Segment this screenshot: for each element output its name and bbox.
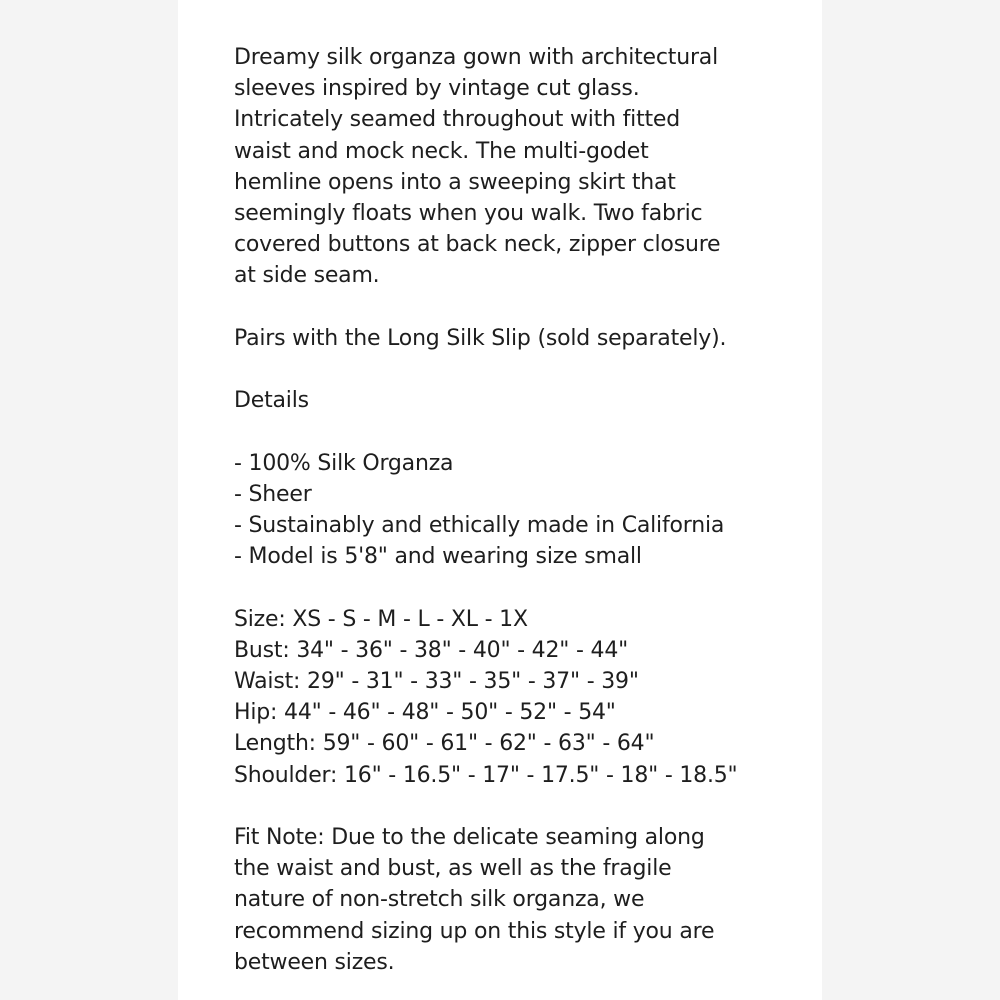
details-item: - Model is 5'8" and wearing size small xyxy=(234,544,642,570)
length-row: Length: 59" - 60" - 61" - 62" - 63" - 64" xyxy=(234,731,655,757)
paragraph-gap xyxy=(234,292,794,323)
description-line: covered buttons at back neck, zipper closure xyxy=(234,232,721,258)
size-chart xyxy=(234,604,794,791)
details-item: - 100% Silk Organza xyxy=(234,450,454,476)
description-line: hemline opens into a sweeping skirt that xyxy=(234,169,676,195)
description-line: Dreamy silk organza gown with architectural xyxy=(234,45,718,70)
description-line: seemingly floats when you walk. Two fabric xyxy=(234,201,703,227)
fit-note xyxy=(234,822,794,978)
details-heading: Details xyxy=(234,388,309,414)
paragraph-gap xyxy=(234,791,794,822)
description-line: at side seam. xyxy=(234,263,380,289)
hip-row: Hip: 44" - 46" - 48" - 50" - 52" - 54" xyxy=(234,700,616,726)
details-list xyxy=(234,448,794,573)
description-line: waist and mock neck. The multi-godet xyxy=(234,138,649,164)
details-item: - Sheer xyxy=(234,481,312,507)
description-paragraph xyxy=(234,42,794,292)
paragraph-gap xyxy=(234,572,794,603)
fit-note-line: recommend sizing up on this style if you are xyxy=(234,918,715,944)
paragraph-gap xyxy=(234,416,794,447)
size-row: Size: XS - S - M - L - XL - 1X xyxy=(234,606,528,632)
details-item: - Sustainably and ethically made in California xyxy=(234,513,725,538)
description-line: sleeves inspired by vintage cut glass. xyxy=(234,76,640,102)
waist-row: Waist: 29" - 31" - 33" - 35" - 37" - 39" xyxy=(234,669,639,694)
bust-row: Bust: 34" - 36" - 38" - 40" - 42" - 44" xyxy=(234,637,629,663)
fit-note-line: the waist and bust, as well as the fragile xyxy=(234,856,672,882)
fit-note-line: Fit Note: Due to the delicate seaming along xyxy=(234,825,705,850)
paragraph-gap xyxy=(234,354,794,385)
shoulder-row: Shoulder: 16" - 16.5" - 17" - 17.5" - 18" - 18.5" xyxy=(234,762,738,788)
fit-note-line: nature of non-stretch silk organza, we xyxy=(234,887,645,913)
description-line: Intricately seamed throughout with fitted xyxy=(234,107,681,133)
product-description xyxy=(234,42,794,978)
pairing-note: Pairs with the Long Silk Slip (sold separately). xyxy=(234,325,727,351)
fit-note-line: between sizes. xyxy=(234,949,395,975)
